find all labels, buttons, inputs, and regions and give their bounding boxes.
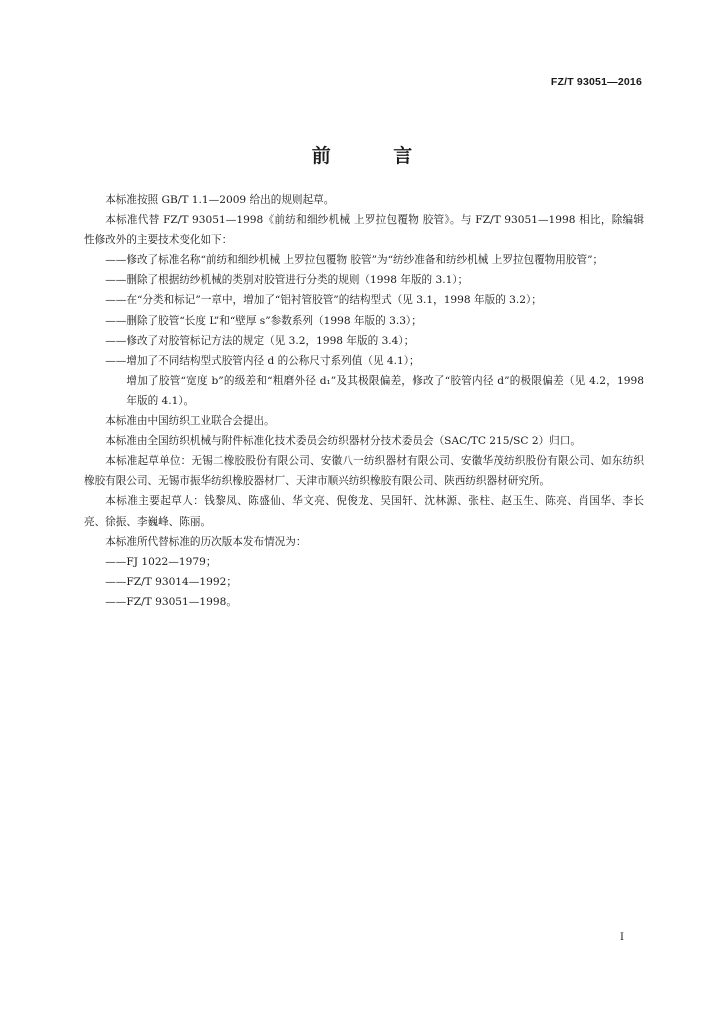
history-item: ——FZ/T 93014—1992； (105, 575, 237, 588)
standard-number: FZ/T 93051—2016 (550, 76, 642, 88)
change-item: ——修改了对胶管标记方法的规定（见 3.2，1998 年版的 3.4）； (105, 334, 415, 347)
paragraph-history-intro: 本标准所代替标准的历次版本发布情况为： (105, 535, 307, 548)
paragraph-proposer: 本标准由中国纺织工业联合会提出。 (105, 415, 275, 428)
foreword-body (84, 190, 644, 612)
paragraph-drafting-units: 本标准起草单位：无锡二橡胶股份有限公司、安徽八一纺织器材有限公司、安徽华茂纺织股份有限公司、如东纺织橡胶有限公司、无锡市振华纺织橡胶器材厂、天津市顺兴纺织橡胶有限公司、陕西纺织器材研究所。 (84, 455, 644, 488)
change-item: ——删除了胶管“长度 L”和“壁厚 s”参数系列（1998 年版的 3.3）； (105, 314, 422, 327)
history-item: ——FZ/T 93051—1998。 (105, 595, 237, 608)
change-item-continuation: 增加了胶管“宽度 b”的级差和“粗磨外径 d₁”及其极限偏差，修改了“胶管内径 d”的极限偏差（见 4.2，1998 年版的 4.1）。 (126, 374, 644, 407)
change-item: ——修改了标准名称“前纺和细纱机械 上罗拉包覆物 胶管”为“纺纱准备和纺纱机械 上罗拉包覆物用胶管”； (105, 254, 604, 267)
paragraph-replacement: 本标准代替 FZ/T 93051—1998《前纺和细纱机械 上罗拉包覆物 胶管》。与 FZ/T 93051—1998 相比，除编辑性修改外的主要技术变化如下： (84, 214, 644, 247)
change-item: ——删除了根据纺纱机械的类别对胶管进行分类的规则（1998 年版的 3.1）； (105, 274, 469, 287)
change-item: ——增加了不同结构型式胶管内径 d 的公称尺寸系列值（见 4.1）； (105, 354, 420, 367)
paragraph-drafting-rules: 本标准按照 GB/T 1.1—2009 给出的规则起草。 (105, 194, 335, 206)
history-item: ——FJ 1022—1979； (105, 555, 217, 568)
paragraph-drafters: 本标准主要起草人：钱黎凤、陈盛仙、华文亮、倪俊龙、吴国轩、沈林源、张柱、赵玉生、陈亮、肖国华、李长亮、徐振、李巍峰、陈丽。 (84, 495, 644, 528)
page-title: 前 言 (311, 145, 441, 167)
page-number: I (620, 932, 624, 943)
paragraph-committee: 本标准由全国纺织机械与附件标准化技术委员会纺织器材分技术委员会（SAC/TC 215/SC 2）归口。 (105, 435, 581, 448)
change-item: ——在“分类和标记”一章中，增加了“铝衬管胶管”的结构型式（见 3.1，1998 年版的 3.2）； (105, 294, 542, 307)
